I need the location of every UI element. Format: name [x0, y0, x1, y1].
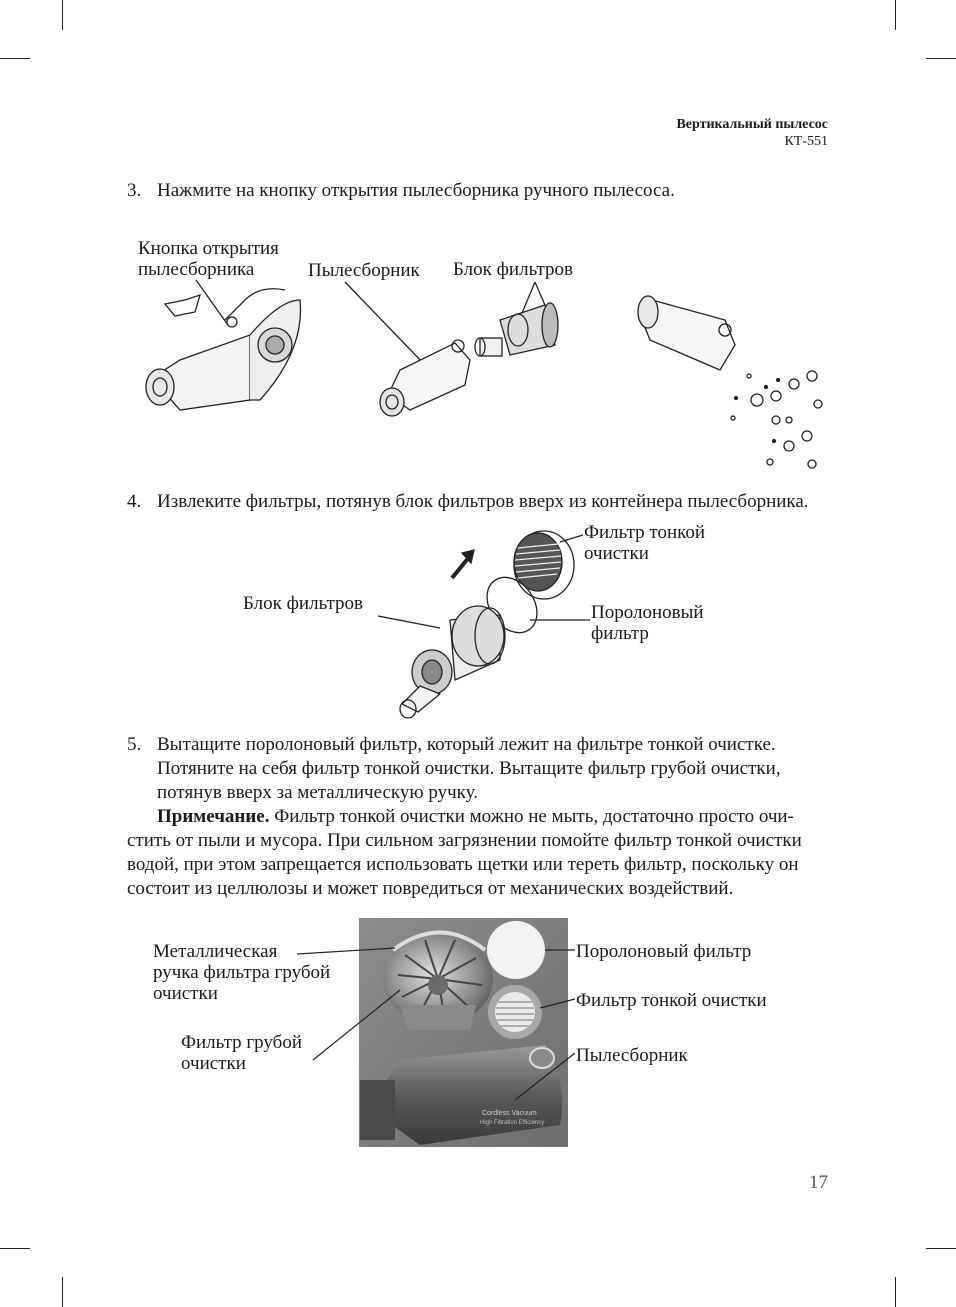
step5-line3: потянув вверх за металлическую ручку.: [157, 782, 478, 803]
label-fine-photo: Фильтр тонкой очистки: [576, 990, 767, 1011]
crop-mark: [895, 1277, 896, 1307]
crop-mark: [62, 1277, 63, 1307]
label-fine-filter-line1: Фильтр тонкой: [584, 522, 706, 543]
label-dust-photo: Пылесборник: [576, 1045, 688, 1066]
label-foam-line2: фильтр: [591, 623, 649, 644]
photo-printed-text-1: Cordless Vacuum: [482, 1110, 537, 1117]
step5-line2: Потяните на себя фильтр тонкой очистки. Вытащите фильтр грубой очистки,: [157, 758, 781, 779]
step5-text-1: Вытащите поролоновый фильтр, который лежит на фильтре тонкой очистке.: [157, 734, 776, 755]
note-line4: состоит из целлюлозы и может повредиться от механических воздействий.: [127, 878, 734, 899]
step-text: Извлеките фильтры, потянув блок фильтров вверх из контейнера пылесборника.: [157, 491, 809, 512]
note-text-1: Фильтр тонкой очистки можно не мыть, достаточно просто очи-: [269, 806, 794, 827]
header-model: КТ-551: [784, 134, 828, 149]
label-handle-line3: очистки: [153, 983, 218, 1004]
note-label: Примечание.: [157, 806, 270, 827]
label-coarse-line1: Фильтр грубой: [181, 1032, 303, 1053]
step-number: 5.: [127, 734, 142, 755]
label-fine-filter-line2: очистки: [584, 543, 649, 564]
label-button-line2: пылесборника: [138, 259, 255, 280]
label-dust-container: Пылесборник: [308, 260, 420, 281]
step-number: 4.: [127, 491, 142, 512]
label-coarse-line2: очистки: [181, 1053, 246, 1074]
note-line2: стить от пыли и мусора. При сильном загрязнении помойте фильтр тонкой очистки: [127, 830, 802, 851]
label-handle-line2: ручка фильтра грубой: [153, 962, 331, 983]
label-button-line1: Кнопка открытия: [138, 238, 279, 259]
crop-mark: [0, 1248, 30, 1249]
label-filter-block: Блок фильтров: [453, 259, 574, 280]
step-number: 3.: [127, 180, 142, 201]
note-line3: водой, при этом запрещается использовать щетки или тереть фильтр, поскольку он: [127, 854, 799, 875]
label-handle-line1: Металлическая: [153, 941, 278, 962]
label-foam-line1: Поролоновый: [591, 602, 704, 623]
header-title: Вертикальный пылесос: [676, 117, 828, 132]
step-text: Нажмите на кнопку открытия пылесборника ручного пылесоса.: [157, 180, 675, 201]
photo-printed-text-2: High Filtration Efficiency: [480, 1120, 545, 1126]
crop-mark: [926, 1248, 956, 1249]
page-number: 17: [809, 1172, 828, 1193]
label-filter-block-2: Блок фильтров: [243, 593, 364, 614]
label-foam-photo: Поролоновый фильтр: [576, 941, 752, 962]
